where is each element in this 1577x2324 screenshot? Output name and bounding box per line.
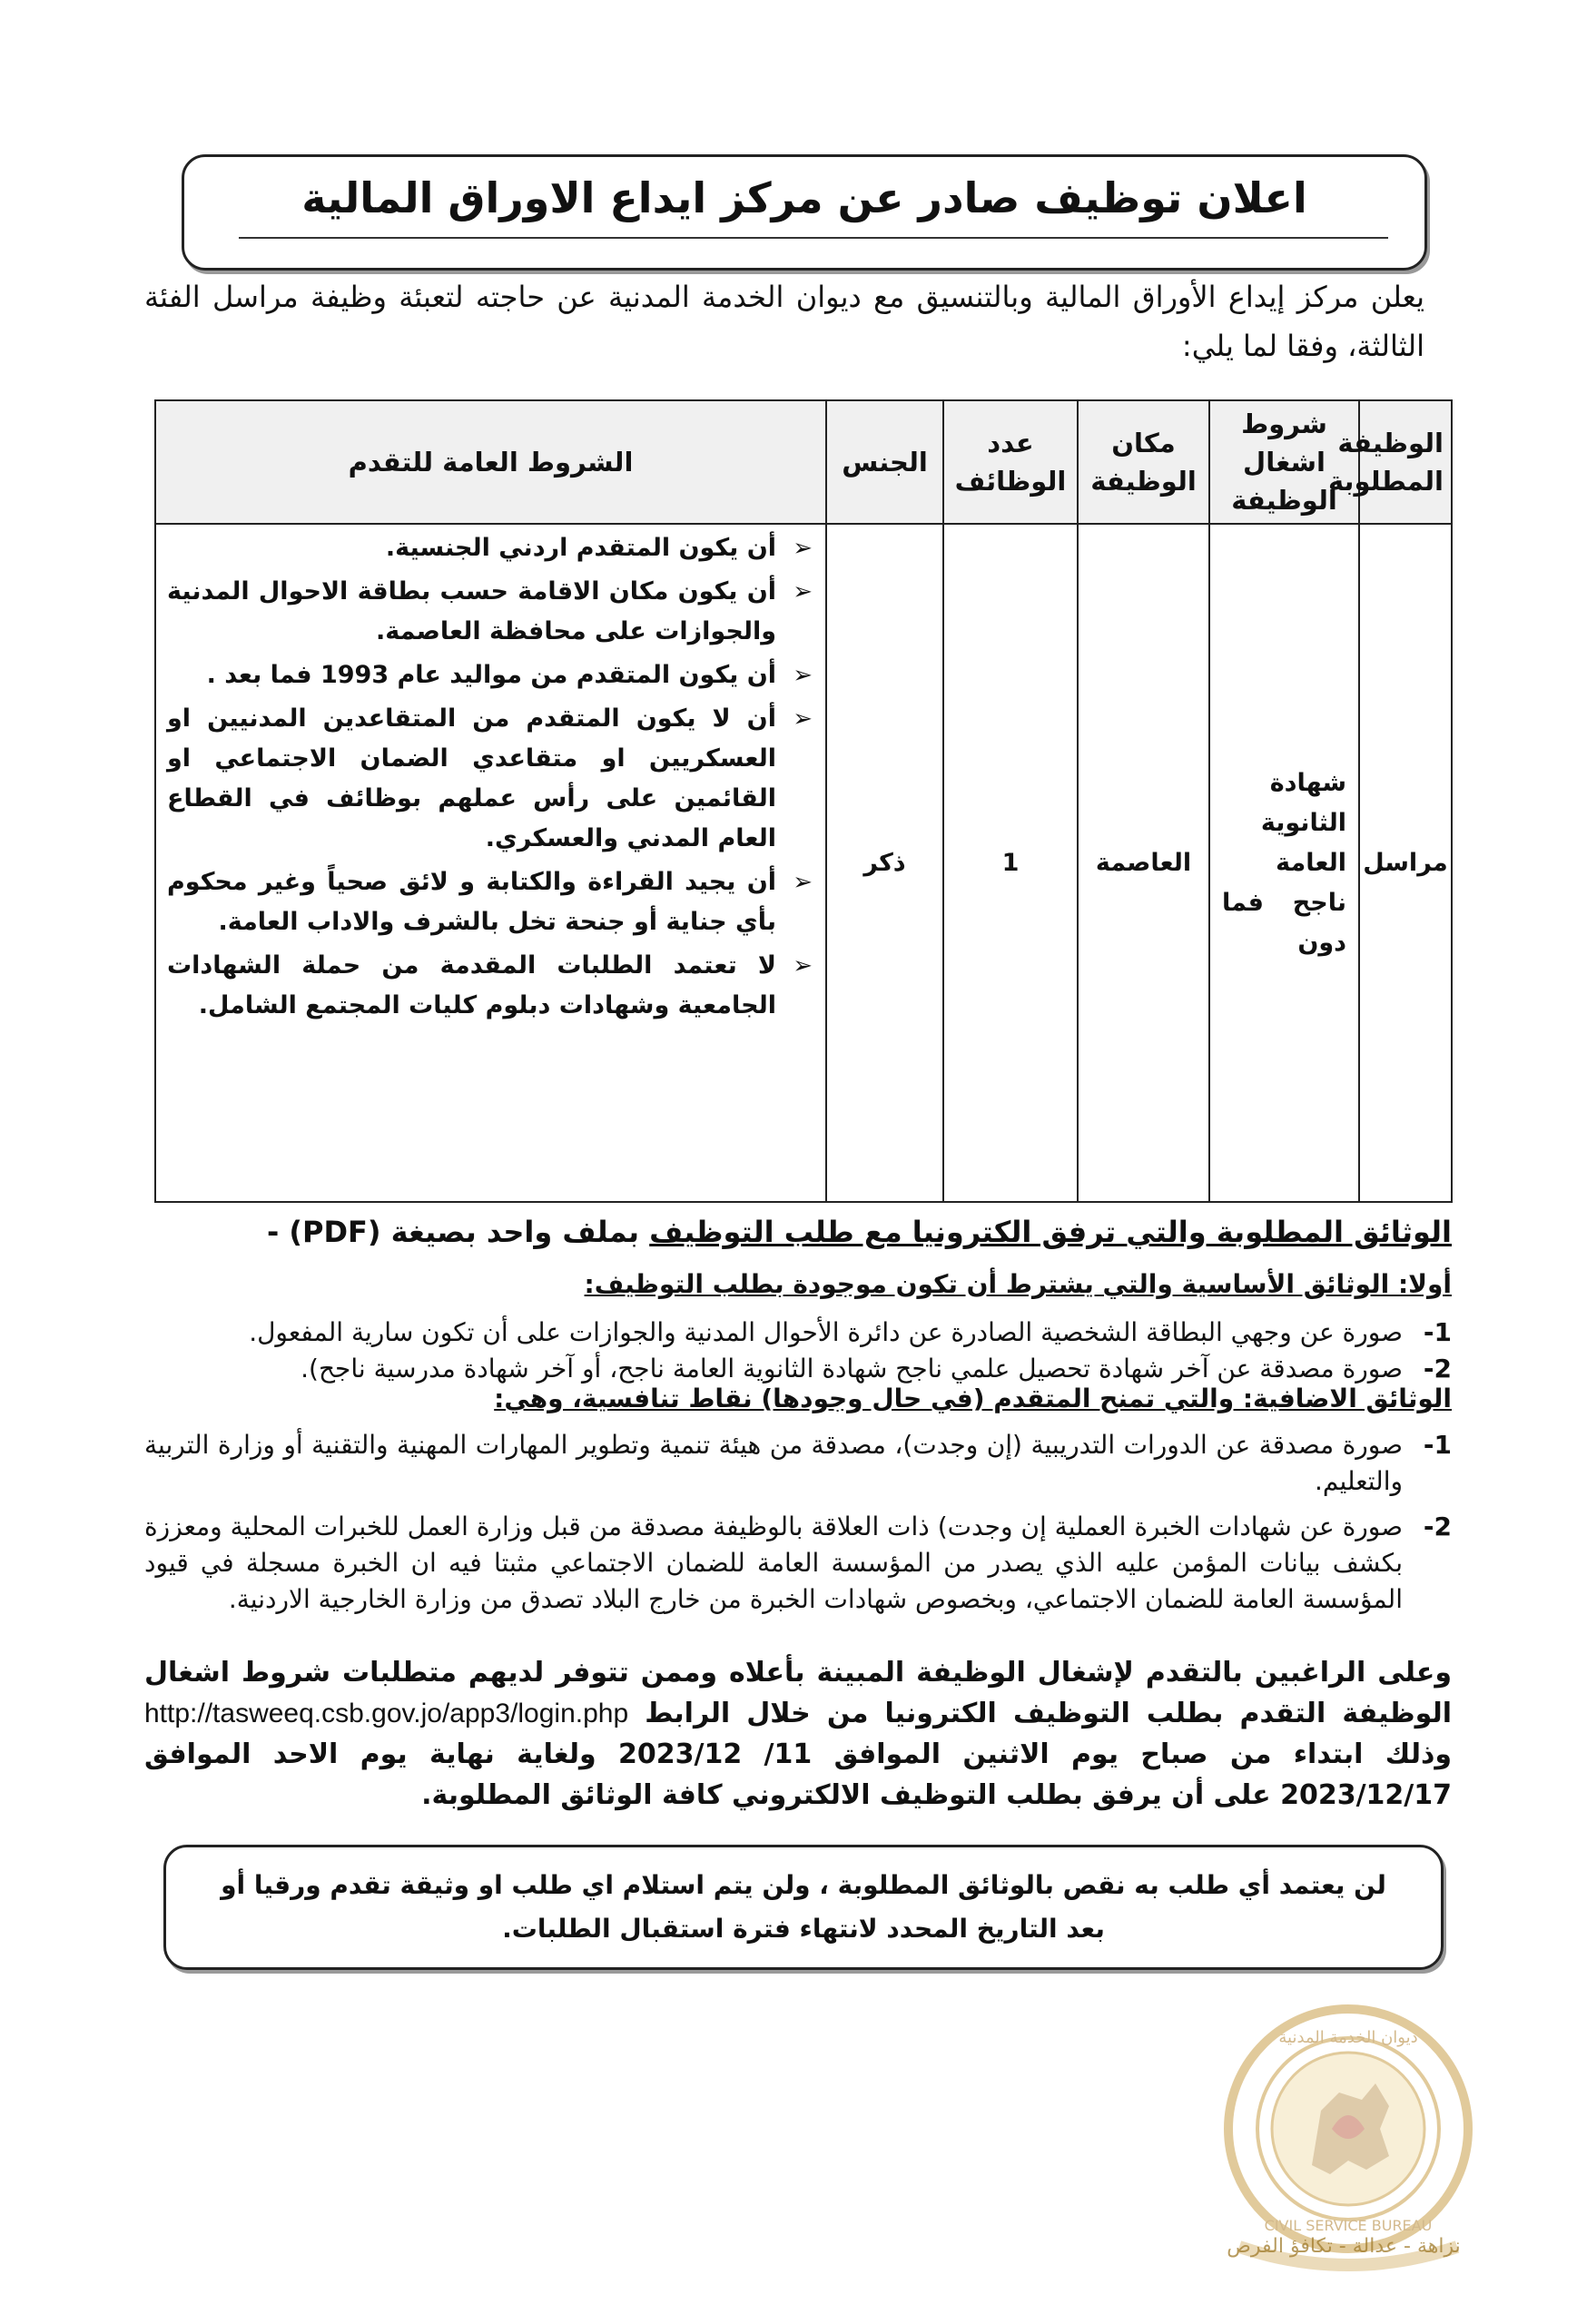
basic-documents-heading: أولا: الوثائق الأساسية والتي يشترط أن تكون موجودة بطلب التوظيف:: [584, 1269, 1452, 1299]
check-arrow-icon: ➢: [793, 662, 813, 689]
list-item: ➢ أن يكون المتقدم اردني الجنسية.: [167, 528, 816, 568]
seal-motto: نزاهة - عدالة - تكافؤ الفرص: [1227, 2235, 1461, 2258]
list-item: ➢ أن لا يكون المتقدم من المتقاعدين المدنيين او العسكريين او متقاعدي الضمان الاجتماعي او القائمين على رأس عملهم بوظائف في القطاع العام المدني والعسكري.: [167, 699, 816, 859]
jobs-table: [154, 399, 1453, 1203]
additional-documents-list: [144, 1427, 1452, 1618]
cell-requirements: [1209, 524, 1359, 1202]
page-title: اعلان توظيف صادر عن مركز ايداع الاوراق المالية: [301, 173, 1307, 222]
list-item: 2- صورة مصدقة عن آخر شهادة تحصيل علمي ناجح شهادة الثانوية العامة ناجح، أو آخر شهادة مدرسية ناجح).: [301, 1354, 1452, 1384]
cell-gender: ذكر: [826, 524, 943, 1202]
list-item: ➢ أن يكون مكان الاقامة حسب بطاقة الاحوال المدنية والجوازات على محافظة العاصمة.: [167, 572, 816, 652]
check-arrow-icon: ➢: [793, 535, 813, 562]
header-count: عدد الوظائف: [943, 400, 1078, 524]
title-box: [182, 154, 1427, 271]
header-requirements: شروط اشغال الوظيفة: [1209, 400, 1359, 524]
list-item: ➢ لا تعتمد الطلبات المقدمة من حملة الشهادات الجامعية وشهادات دبلوم كليات المجتمع الشامل.: [167, 946, 816, 1026]
requirements-text: شهادة الثانوية العامة ناجح فما دون: [1222, 768, 1346, 957]
notice-box: [163, 1845, 1444, 1970]
header-conditions: الشروط العامة للتقدم: [155, 400, 826, 524]
list-item: 2- صورة عن شهادات الخبرة العملية إن وجدت) ذات العلاقة بالوظيفة مصدقة من قبل وزارة العمل للخبرات المحلية ومعززة بكشف بيانات المؤمن عليه الذي يصدر من المؤسسة العامة للضمان الاجتماعي مثبتا فيه ان الخبرة مسجلة في قيود المؤسسة العامة للضمان الاجتماعي، وبخصوص شهادات الخبرة من خارج البلاد تصدق من وزارة الخارجية الاردنية.: [144, 1512, 1452, 1614]
additional-documents-heading: الوثائق الاضافية: والتي تمنح المتقدم (في حال وجودها) نقاط تنافسية، وهي:: [494, 1384, 1452, 1413]
cell-conditions: [155, 524, 826, 1202]
check-arrow-icon: ➢: [793, 952, 813, 980]
check-arrow-icon: ➢: [793, 869, 813, 896]
closing-paragraph: وعلى الراغبين بالتقدم لإشغال الوظيفة المبينة بأعلاه وممن تتوفر لديهم متطلبات شروط اشغال الوظيفة التقدم بطلب التوظيف الكترونيا من خلال الرابط http://tasweeq.csb.gov.jo/app3/login.php وذلك ابتداء من صباح يوم الاثنين الموافق 11/ 2023/12 ولغاية نهاية يوم الاحد الموافق 2023/12/17 على أن يرفق بطلب التوظيف الالكتروني كافة الوثائق المطلوبة.: [144, 1657, 1453, 1811]
list-item: 1- صورة مصدقة عن الدورات التدريبية (إن وجدت)، مصدقة من هيئة تنمية وتطوير المهارات المهنية والتقنية أو وزارة التربية والتعليم.: [144, 1430, 1452, 1496]
basic-documents-list: [144, 1315, 1452, 1387]
title-underline: [239, 237, 1388, 239]
application-link[interactable]: http://tasweeq.csb.gov.jo/app3/login.php: [144, 1699, 629, 1728]
table-header-row: [155, 400, 1452, 524]
header-job: الوظيفة المطلوبة: [1359, 400, 1452, 524]
svg-text:CIVIL SERVICE BUREAU: CIVIL SERVICE BUREAU: [1264, 2217, 1433, 2234]
svg-text:ديوان الخدمة المدنية: ديوان الخدمة المدنية: [1278, 2028, 1418, 2047]
header-location: مكان الوظيفة: [1078, 400, 1209, 524]
list-item: 1- صورة عن وجهي البطاقة الشخصية الصادرة عن دائرة الأحوال المدنية والجوازات على أن تكون سارية المفعول.: [249, 1317, 1452, 1347]
table-row: [155, 524, 1452, 1202]
conditions-list: [167, 528, 816, 1026]
list-item: ➢ أن يجيد القراءة والكتابة و لائق صحياً وغير محكوم بأي جناية أو جنحة تخل بالشرف والاداب العامة.: [167, 862, 816, 942]
cell-job: مراسل: [1359, 524, 1452, 1202]
check-arrow-icon: ➢: [793, 705, 813, 733]
cell-location: العاصمة: [1078, 524, 1209, 1202]
intro-paragraph: يعلن مركز إيداع الأوراق المالية وبالتنسيق مع ديوان الخدمة المدنية عن حاجته لتعبئة وظيفة مراسل الفئة الثالثة، وفقا لما يلي:: [144, 280, 1424, 363]
cell-count: 1: [943, 524, 1078, 1202]
header-gender: الجنس: [826, 400, 943, 524]
list-item: ➢ أن يكون المتقدم من مواليد عام 1993 فما بعد .: [167, 655, 816, 695]
check-arrow-icon: ➢: [793, 578, 813, 606]
documents-heading: الوثائق المطلوبة والتي ترفق الكترونيا مع طلب التوظيف بملف واحد بصيغة (PDF) -: [266, 1215, 1452, 1249]
notice-text: لن يعتمد أي طلب به نقص بالوثائق المطلوبة ، ولن يتم استلام اي طلب او وثيقة تقدم ورقيا أو بعد التاريخ المحدد لانتهاء فترة استقبال الطلبات.: [221, 1870, 1386, 1944]
